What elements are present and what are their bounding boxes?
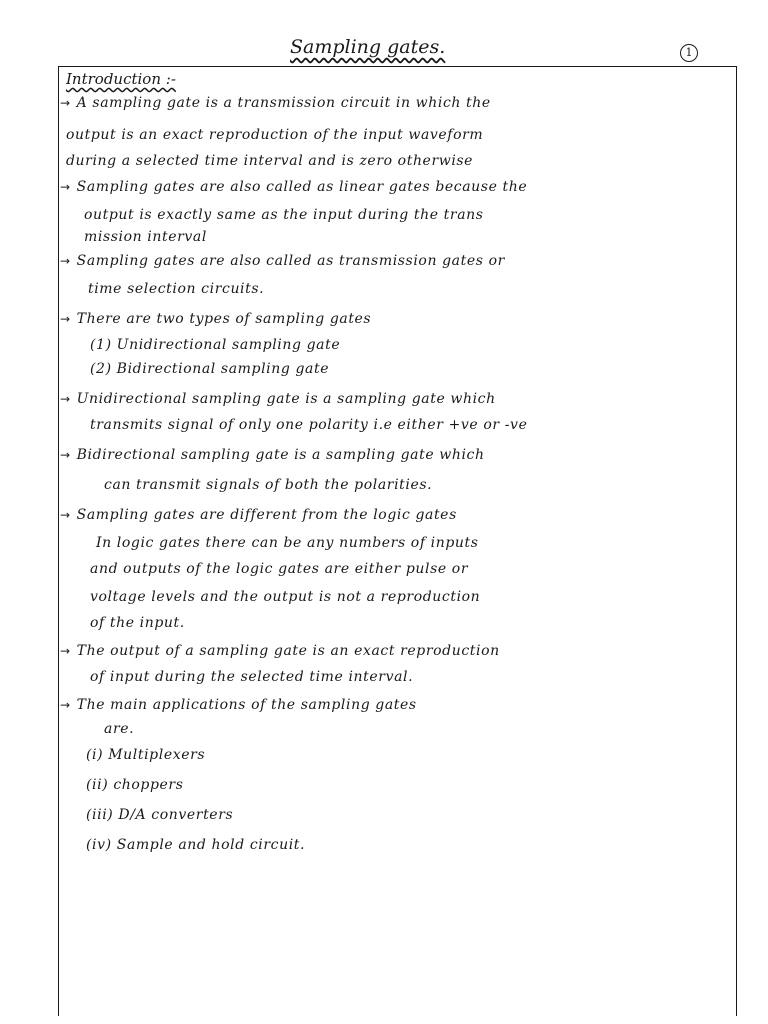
- text-line: [88, 281, 264, 297]
- page-number: 1: [680, 44, 698, 62]
- frame-left-margin: [58, 66, 59, 1016]
- text-line: [90, 615, 185, 631]
- line-text: The main applications of the sampling gates: [76, 697, 417, 713]
- arrow-icon: →: [60, 180, 71, 194]
- bullet-line: [60, 391, 496, 407]
- text-line: [90, 589, 480, 605]
- line-text: A sampling gate is a transmission circuit in which the: [76, 95, 491, 111]
- text-line: [84, 207, 484, 223]
- text-line: [104, 477, 432, 493]
- line-text: during a selected time interval and is zero otherwise: [66, 153, 474, 169]
- text-line: [86, 777, 184, 793]
- line-text: transmits signal of only one polarity i.e either +ve or -ve: [90, 417, 528, 433]
- line-text: of the input.: [90, 615, 185, 631]
- line-text: output is exactly same as the input during the trans: [84, 207, 484, 223]
- bullet-line: [60, 311, 371, 327]
- text-line: [66, 153, 473, 169]
- text-line: [86, 747, 205, 763]
- line-text: (1) Unidirectional sampling gate: [90, 337, 341, 353]
- arrow-icon: →: [60, 698, 71, 712]
- line-text: (2) Bidirectional sampling gate: [90, 361, 330, 377]
- bullet-line: [60, 95, 491, 111]
- line-text: time selection circuits.: [88, 281, 265, 297]
- bullet-line: [60, 253, 505, 269]
- bullet-line: [60, 447, 485, 463]
- arrow-icon: →: [60, 644, 71, 658]
- line-text: can transmit signals of both the polarities.: [104, 477, 433, 493]
- line-text: Sampling gates are also called as transmission gates or: [76, 253, 505, 269]
- frame-right-margin: [736, 66, 737, 1016]
- text-line: [84, 229, 207, 245]
- line-text: (iii) D/A converters: [86, 807, 234, 823]
- line-text: In logic gates there can be any numbers of inputs: [96, 535, 479, 551]
- line-text: (i) Multiplexers: [86, 747, 206, 763]
- arrow-icon: →: [60, 448, 71, 462]
- section-heading: Introduction :-: [66, 70, 176, 88]
- bullet-line: [60, 179, 527, 195]
- line-text: Sampling gates are also called as linear gates because the: [76, 179, 528, 195]
- line-text: voltage levels and the output is not a reproduction: [90, 589, 481, 605]
- arrow-icon: →: [60, 312, 71, 326]
- line-text: Bidirectional sampling gate is a sampling gate which: [76, 447, 485, 463]
- text-line: [96, 535, 479, 551]
- line-text: Unidirectional sampling gate is a sampling gate which: [76, 391, 496, 407]
- line-text: (ii) choppers: [86, 777, 184, 793]
- text-line: [90, 361, 329, 377]
- line-text: output is an exact reproduction of the input waveform: [66, 127, 484, 143]
- text-line: [86, 837, 305, 853]
- arrow-icon: →: [60, 96, 71, 110]
- frame-top-line: [58, 66, 736, 67]
- text-line: [104, 721, 134, 737]
- page-title: Sampling gates.: [290, 36, 446, 58]
- arrow-icon: →: [60, 508, 71, 522]
- arrow-icon: →: [60, 254, 71, 268]
- line-text: (iv) Sample and hold circuit.: [86, 837, 306, 853]
- line-text: mission interval: [84, 229, 207, 245]
- text-line: [66, 127, 483, 143]
- arrow-icon: →: [60, 392, 71, 406]
- text-line: [90, 337, 340, 353]
- line-text: are.: [104, 721, 135, 737]
- line-text: Sampling gates are different from the logic gates: [76, 507, 457, 523]
- text-line: [90, 561, 468, 577]
- bullet-line: [60, 507, 457, 523]
- line-text: The output of a sampling gate is an exact reproduction: [76, 643, 500, 659]
- text-line: [90, 417, 527, 433]
- line-text: There are two types of sampling gates: [76, 311, 372, 327]
- text-line: [86, 807, 233, 823]
- bullet-line: [60, 643, 500, 659]
- text-line: [90, 669, 413, 685]
- line-text: and outputs of the logic gates are either pulse or: [90, 561, 469, 577]
- line-text: of input during the selected time interval.: [90, 669, 414, 685]
- bullet-line: [60, 697, 417, 713]
